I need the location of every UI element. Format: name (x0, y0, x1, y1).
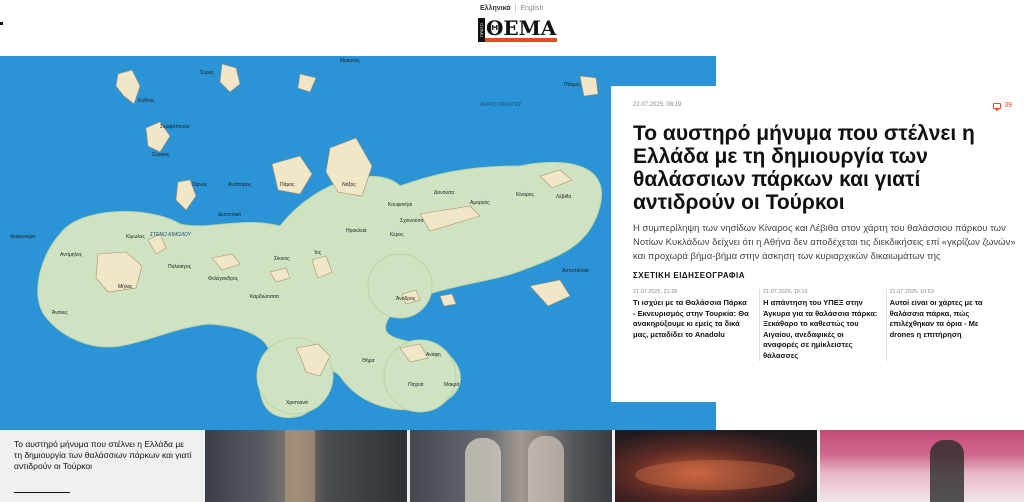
map-label-polyaigos: Πολύαιγος (168, 264, 192, 270)
map-label-serifos: Σέριφος (152, 152, 170, 158)
map-sea-label-ikario: ΙΚΑΡΙΟ ΠΕΛΑΓΟΣ (480, 102, 522, 108)
map-label-koufonisi: Κουφονήσι (388, 202, 413, 208)
slider-progress-bar (14, 492, 70, 493)
article-headline[interactable]: Το αυστηρό μήνυμα που στέλνει η Ελλάδα με τη δημιουργία των θαλάσσιων πάρκων και γιατί αντιδρούν οι Τούρκοι (633, 122, 975, 214)
map-label-keros: Κέρος (390, 232, 404, 238)
hero-map-image[interactable] (0, 56, 716, 430)
thumbnail-stage-glow (635, 460, 795, 490)
article-card[interactable] (611, 86, 1024, 402)
related-news-list (633, 289, 1012, 361)
map-label-falkonera: Φαλκονέρα (10, 234, 36, 240)
map-label-makra: Μακρά (444, 382, 460, 388)
logo-tag: ΠΡΩΤΟ (478, 18, 485, 42)
map-label-kythnos: Κύθνος (138, 98, 155, 104)
map-label-serifopoula: Σεριφόπουλα (160, 124, 190, 130)
map-label-schinousa: Σχοινούσα (400, 218, 424, 224)
thumbnail-figure (465, 438, 501, 502)
map-label-pachia: Παχειά (408, 382, 424, 388)
logo-word: ΘΕΜΑ (486, 16, 557, 40)
map-label-anafi: Ανάφη (426, 352, 441, 358)
slider-thumbnail[interactable] (615, 430, 817, 502)
thumbnail-figure (930, 440, 964, 502)
map-label-milos: Μήλος (118, 284, 133, 290)
map-label-syros: Σύρος (200, 70, 214, 76)
map-label-anydros: Άνυδρος (396, 296, 416, 302)
related-item[interactable] (886, 289, 1012, 361)
map-label-donousa: Δονούσα (434, 190, 455, 196)
slider-thumbnail[interactable] (820, 430, 1024, 502)
map-label-kardiotissa: Καρδιώτισσα (250, 294, 279, 300)
map-sea-label-kimolos: ΣΤΕΝΟ ΚΙΜΩΛΟΥ (150, 232, 191, 238)
related-item[interactable] (759, 289, 885, 361)
comment-icon (993, 103, 1001, 109)
map-label-ios: Ίος (314, 250, 322, 256)
map-label-kimolos: Κίμωλος (126, 234, 145, 240)
related-news-heading: ΣΧΕΤΙΚΗ ΕΙΔΗΣΕΟΓΡΑΦΙΑ (633, 271, 745, 280)
lang-separator: | (514, 5, 517, 12)
language-switcher (480, 5, 543, 12)
map-label-despotiko: Δεσποτικό (218, 212, 242, 218)
site-header (0, 0, 1024, 56)
article-date: 22.07.2025, 08:19 (633, 102, 682, 108)
map-label-thira: Θήρα (362, 358, 375, 364)
lang-greek-link[interactable]: Ελληνικά (480, 5, 511, 12)
article-meta (633, 102, 1012, 109)
related-item-title[interactable]: Η απάντηση του ΥΠΕΞ στην Άγκυρα για τα θαλάσσια πάρκα: Ξεκάθαρο το καθεστώς του Αιγαίου, ανεδαφικές οι αναφορές σε ημίκλειστες θάλασσες (763, 298, 878, 360)
thumbnail-figure (285, 430, 315, 502)
map-label-kinaros: Κίναρος (516, 192, 534, 198)
thumbnail-figure (528, 436, 564, 502)
related-item[interactable] (633, 289, 759, 361)
comments-count: 39 (1004, 102, 1012, 109)
map-label-astypalaia: Αστυπάλαια (562, 268, 589, 274)
map-label-antimilos: Αντίμηλος (60, 252, 83, 258)
site-logo[interactable] (478, 18, 557, 42)
related-item-date: 21.07.2025, 15:13 (763, 289, 808, 295)
map-label-mykonos: Μύκονος (340, 58, 360, 64)
slider-caption[interactable]: Το αυστηρό μήνυμα που στέλνει η Ελλάδα με τη δημιουργία των θαλάσσιων πάρκων και γιατί αντιδρούν οι Τούρκοι (14, 439, 192, 471)
map-label-irakleia: Ηρακλειά (346, 228, 367, 234)
lang-english-link[interactable]: English (520, 5, 544, 12)
map-label-naxos: Νάξος (342, 182, 356, 188)
map-label-patmos: Πάτμος (564, 82, 581, 88)
map-label-amorgos: Αμοργός (470, 200, 490, 206)
map-label-folegandros: Φολέγανδρος (208, 276, 239, 282)
related-item-title[interactable]: Τι ισχύει με τα Θαλάσσια Πάρκα - Εκνευρισμός στην Τουρκία: Θα ανακηρύξουμε κι εμείς τα δικά μας, μεταδίδει το Anadolu (633, 298, 749, 339)
map-label-sifnos: Σίφνος (192, 182, 208, 188)
map-label-ananes: Άνανες (52, 310, 68, 316)
map-label-paros: Πάρος (280, 182, 295, 188)
map-label-antiparos: Αντίπαρος (228, 182, 252, 188)
slider-thumbnail[interactable] (410, 430, 612, 502)
map-label-sikinos: Σίκινος (274, 256, 290, 262)
related-item-title[interactable]: Αυτοί είναι οι χάρτες με τα θαλάσσια πάρκα, πώς επιλέχθηκαν τα όρια - Με drones η επιτήρηση (889, 298, 983, 339)
cyclades-map (0, 56, 716, 430)
article-lede: Η συμπερίληψη των νησίδων Κίναρος και Λέβιθα στον χάρτη του θαλάσσιου πάρκου των Νοτίων Κυκλάδων δείχνει ότι η Αθήνα δεν αποδέχεται τις διεκδικήσεις επί «γκρίζων ζωνών» και προχωρά βήμα-βήμα στην άσκηση των κυριαρχικών δικαιωμάτων της (633, 223, 1016, 262)
related-item-date: 21.07.2025, 21:28 (633, 289, 678, 295)
comments-link[interactable] (993, 102, 1012, 109)
menu-edge-icon[interactable] (0, 22, 3, 25)
map-label-levitha: Λέβιθα (556, 194, 572, 200)
slider-thumbnail[interactable] (205, 430, 407, 502)
related-item-date: 21.07.2025, 10:53 (889, 289, 934, 295)
map-label-christiana: Χριστιανά (286, 400, 308, 406)
